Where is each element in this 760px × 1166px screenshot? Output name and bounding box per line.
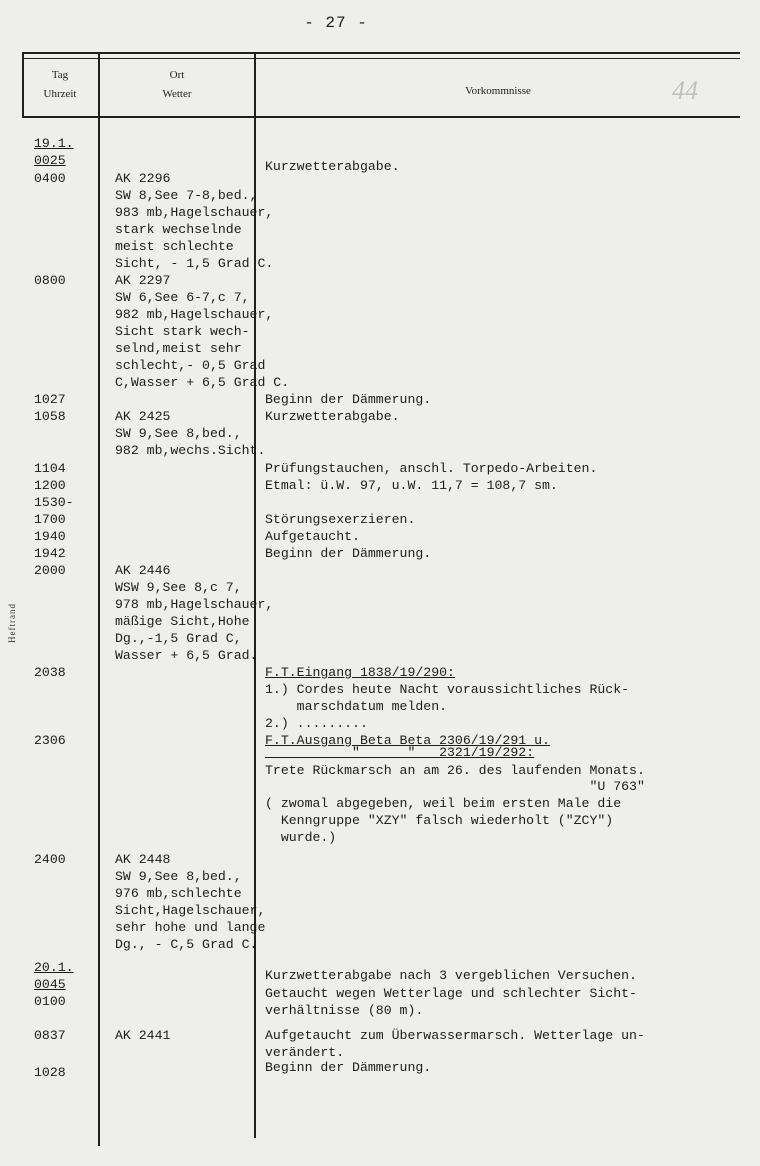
date-entry: 20.1. [34, 960, 74, 975]
event-entry: F.T.Ausgang Beta Beta 2306/19/291 u. [265, 733, 550, 748]
weather-entry: 976 mb,schlechte [115, 886, 242, 901]
time-entry: 1530- [34, 495, 74, 510]
time-entry: 1942 [34, 546, 66, 561]
time-entry: 0100 [34, 994, 66, 1009]
time-entry: 2038 [34, 665, 66, 680]
time-entry: 1028 [34, 1065, 66, 1080]
event-entry: wurde.) [265, 830, 337, 845]
time-entry: 1027 [34, 392, 66, 407]
event-entry: 1.) Cordes heute Nacht voraussichtliches Rück- [265, 682, 630, 697]
event-entry: verhältnisse (80 m). [265, 1003, 424, 1018]
folio-number: 44 [672, 76, 698, 105]
event-entry: Getaucht wegen Wetterlage und schlechter Sicht- [265, 986, 637, 1001]
header-bottom-rule [22, 116, 740, 118]
position-entry: AK 2297 [115, 273, 171, 288]
weather-entry: Wasser + 6,5 Grad. [115, 648, 258, 663]
time-entry: 0400 [34, 171, 66, 186]
weather-entry: Sicht,Hagelschauer, [115, 903, 266, 918]
weather-entry: WSW 9,See 8,c 7, [115, 580, 242, 595]
event-entry: Aufgetaucht. [265, 529, 360, 544]
position-entry: AK 2446 [115, 563, 171, 578]
header-col1-line2: Uhrzeit [43, 88, 77, 100]
weather-entry: stark wechselnde [115, 222, 242, 237]
event-entry: Kurzwetterabgabe. [265, 409, 400, 424]
header-col2-line2: Wetter [162, 88, 192, 100]
weather-entry: selnd,meist sehr [115, 341, 242, 356]
event-entry: Kurzwetterabgabe. [265, 159, 400, 174]
event-entry: " " 2321/19/292: [265, 745, 535, 760]
event-entry: Aufgetaucht zum Überwassermarsch. Wetterlage un- [265, 1028, 645, 1043]
weather-entry: SW 9,See 8,bed., [115, 426, 242, 441]
event-entry: Beginn der Dämmerung. [265, 1060, 432, 1075]
event-entry: F.T.Eingang 1838/19/290: [265, 665, 455, 680]
time-entry: 0025 [34, 153, 66, 168]
position-entry: AK 2448 [115, 852, 171, 867]
page-number: - 27 - [304, 14, 368, 32]
time-entry: 2000 [34, 563, 66, 578]
weather-entry: 983 mb,Hagelschauer, [115, 205, 274, 220]
time-entry: 0837 [34, 1028, 66, 1043]
event-entry: Trete Rückmarsch an am 26. des laufenden Monats. [265, 763, 645, 778]
time-entry: 1700 [34, 512, 66, 527]
header-col2-line1: Ort [169, 69, 185, 81]
time-entry: 1940 [34, 529, 66, 544]
header-tag-uhrzeit [22, 66, 98, 104]
event-entry: "U 763" [265, 779, 645, 794]
date-entry: 19.1. [34, 136, 74, 151]
weather-entry: 982 mb,Hagelschauer, [115, 307, 274, 322]
event-entry: 2.) ......... [265, 716, 368, 731]
header-ort-wetter [100, 66, 254, 104]
time-entry: 1058 [34, 409, 66, 424]
table-top-rule [22, 52, 740, 54]
table-top-rule-inner [22, 58, 740, 59]
event-entry: Etmal: ü.W. 97, u.W. 11,7 = 108,7 sm. [265, 478, 558, 493]
weather-entry: mäßige Sicht,Hohe [115, 614, 250, 629]
weather-entry: SW 9,See 8,bed., [115, 869, 242, 884]
time-entry: 0800 [34, 273, 66, 288]
weather-entry: Sicht, - 1,5 Grad C. [115, 256, 274, 271]
weather-entry: meist schlechte [115, 239, 234, 254]
weather-entry: 978 mb,Hagelschauer, [115, 597, 274, 612]
position-entry: AK 2441 [115, 1028, 171, 1043]
header-col1-line1: Tag [51, 69, 69, 81]
event-entry: ( zwomal abgegeben, weil beim ersten Male die [265, 796, 622, 811]
time-entry: 1104 [34, 461, 66, 476]
time-entry: 2400 [34, 852, 66, 867]
event-entry: Prüfungstauchen, anschl. Torpedo-Arbeiten. [265, 461, 598, 476]
weather-entry: Sicht stark wech- [115, 324, 250, 339]
event-entry: verändert. [265, 1045, 345, 1060]
weather-entry: C,Wasser + 6,5 Grad C. [115, 375, 290, 390]
weather-entry: Dg.,-1,5 Grad C, [115, 631, 242, 646]
event-entry: Beginn der Dämmerung. [265, 392, 432, 407]
weather-entry: Dg., - C,5 Grad C. [115, 937, 258, 952]
margin-label: Heftrand [7, 603, 17, 643]
event-entry: Kenngruppe "XZY" falsch wiederholt ("ZCY") [265, 813, 614, 828]
event-entry: Beginn der Dämmerung. [265, 546, 432, 561]
time-entry: 1200 [34, 478, 66, 493]
weather-entry: sehr hohe und lange [115, 920, 266, 935]
weather-entry: schlecht,- 0,5 Grad [115, 358, 266, 373]
position-entry: AK 2296 [115, 171, 171, 186]
event-entry: Kurzwetterabgabe nach 3 vergeblichen Versuchen. [265, 968, 637, 983]
header-vorkommnisse: Vorkommnisse [465, 85, 531, 97]
event-entry: marschdatum melden. [265, 699, 448, 714]
event-entry: Störungsexerzieren. [265, 512, 416, 527]
position-entry: AK 2425 [115, 409, 171, 424]
weather-entry: 982 mb,wechs.Sicht. [115, 443, 266, 458]
column-divider-1 [98, 52, 100, 1146]
weather-entry: SW 8,See 7-8,bed., [115, 188, 258, 203]
weather-entry: SW 6,See 6-7,c 7, [115, 290, 250, 305]
time-entry: 2306 [34, 733, 66, 748]
time-entry: 0045 [34, 977, 66, 992]
